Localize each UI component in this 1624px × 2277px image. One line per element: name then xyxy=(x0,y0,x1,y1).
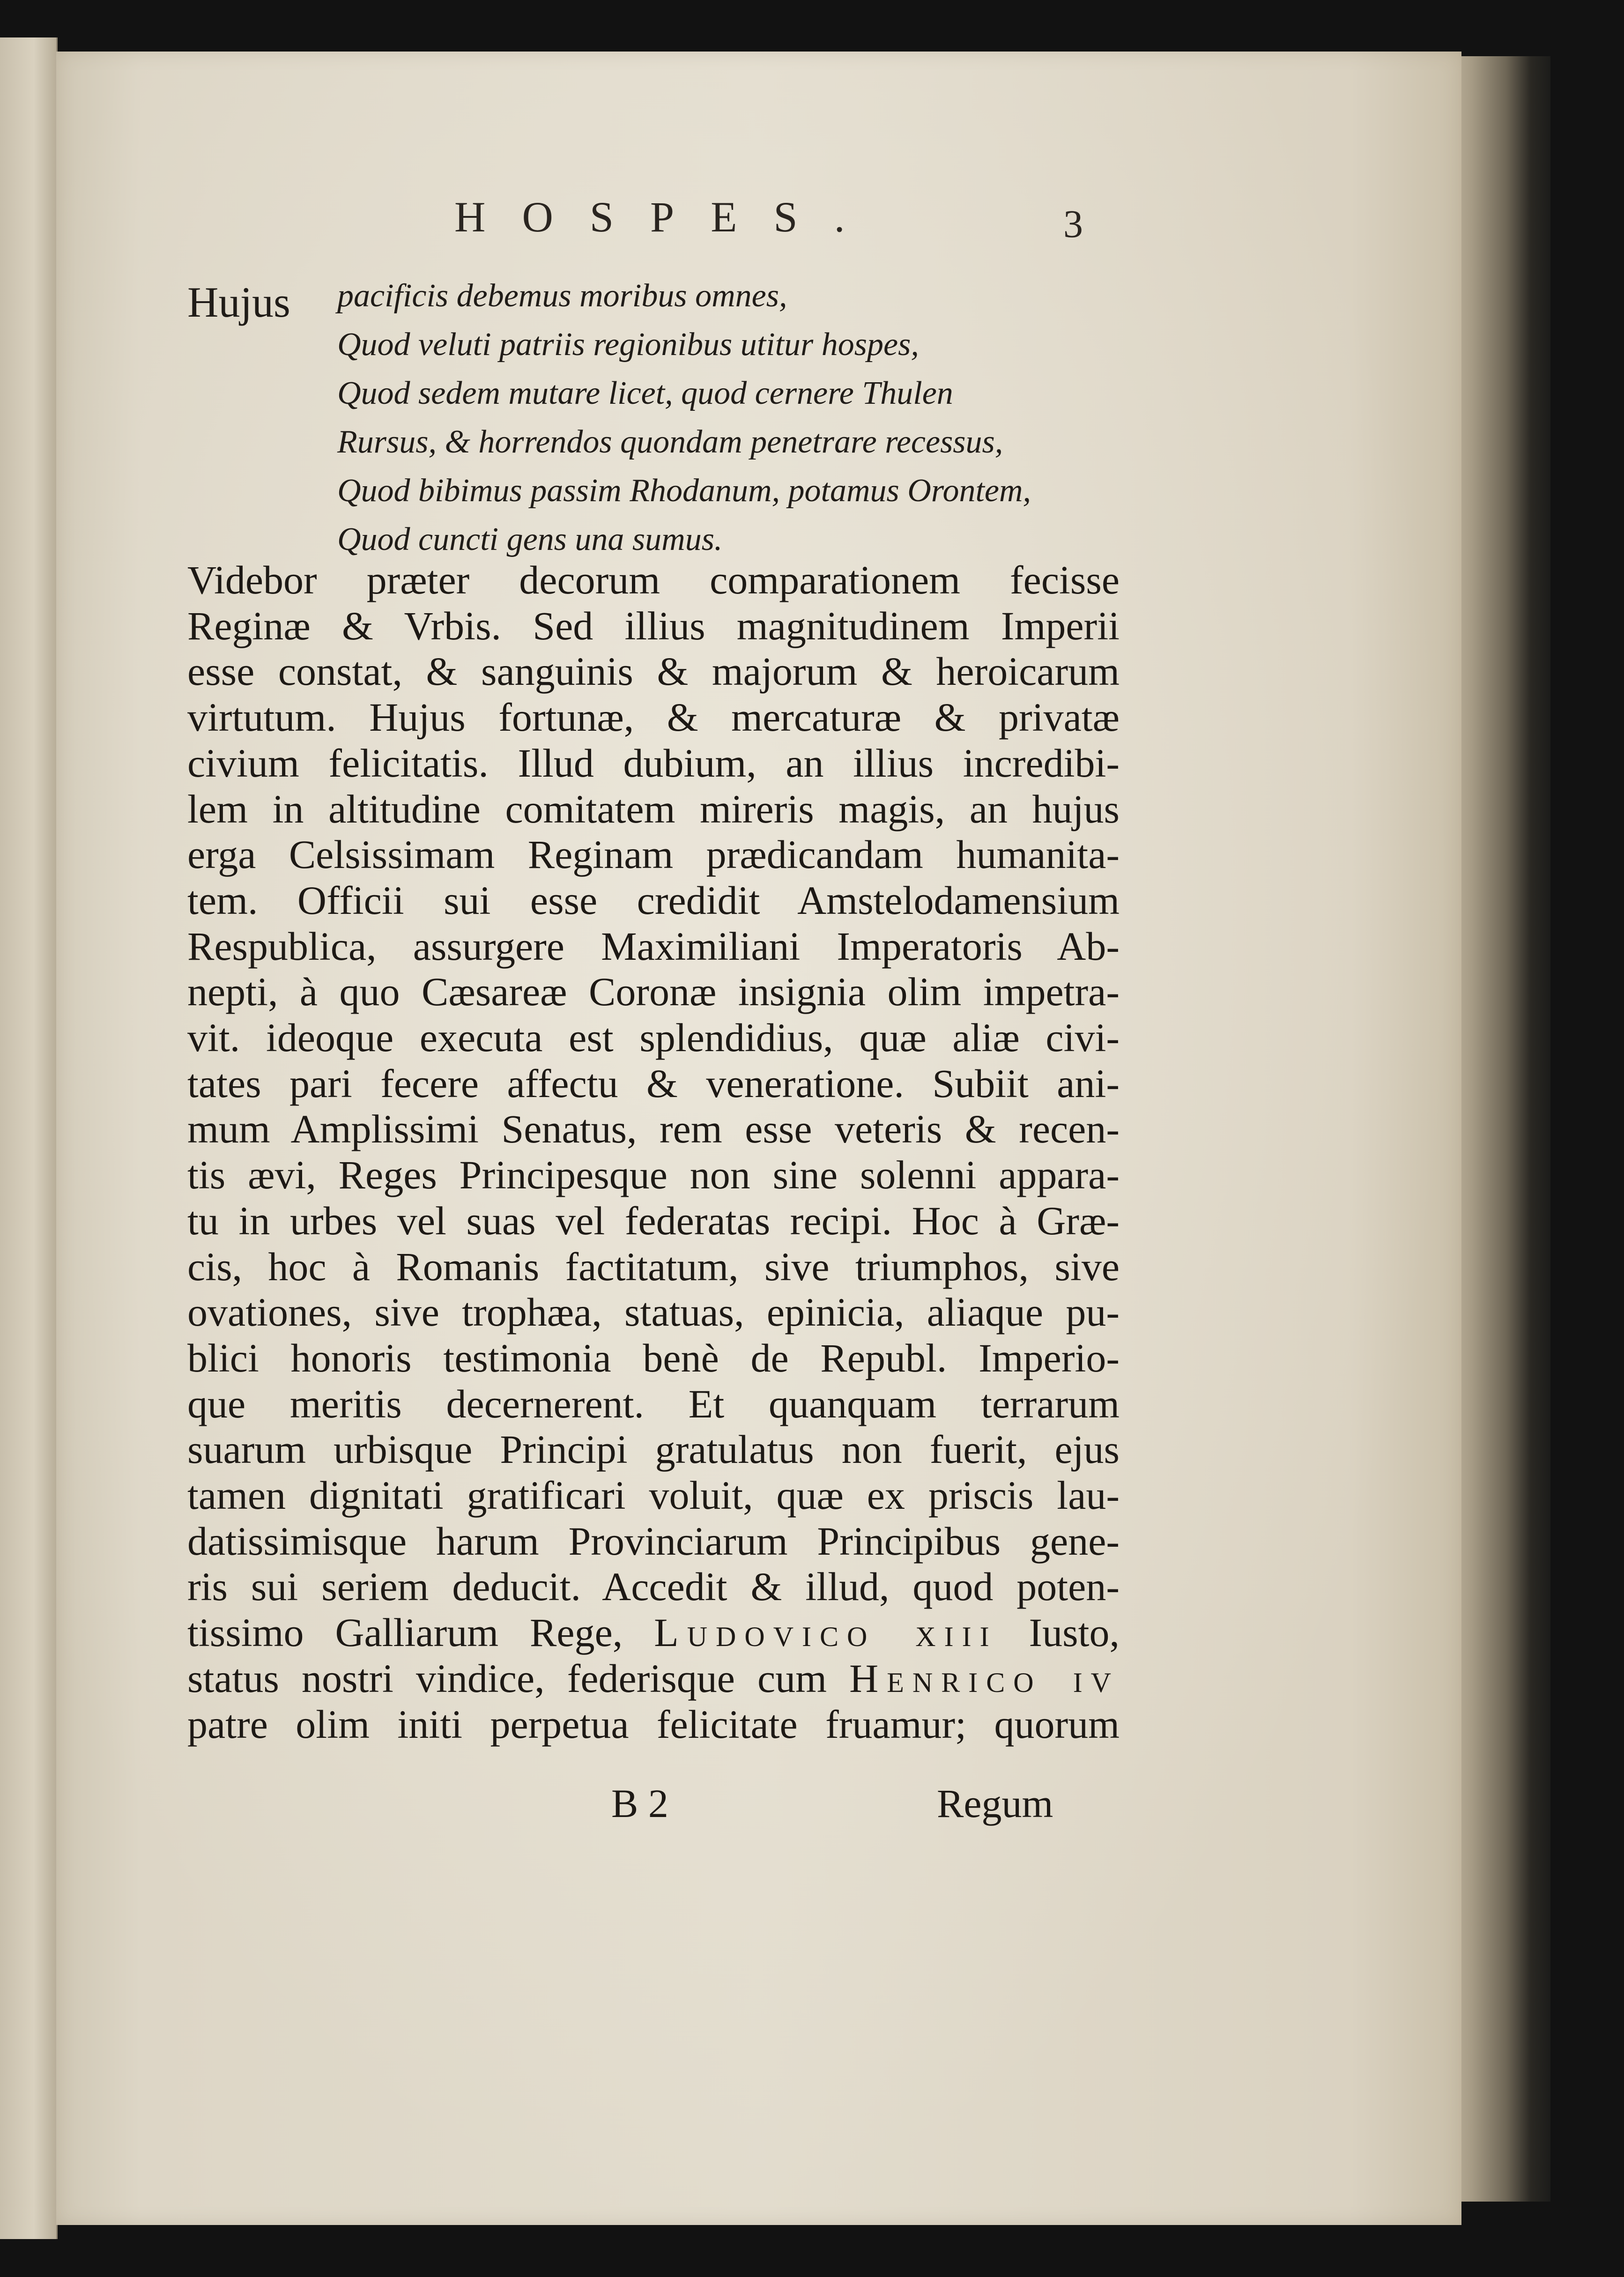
verse-line: Quod sedem mutare licet, quod cernere Thulen xyxy=(337,375,953,411)
prose-line: suarum urbisque Principi gratulatus non fuerit, ejus xyxy=(187,1427,1120,1472)
prose-line: Reginæ & Vrbis. Sed illius magnitudinem Imperii xyxy=(187,603,1120,648)
prose-line: blici honoris testimonia benè de Republ. Imperio- xyxy=(187,1335,1120,1380)
prose-fragment: status nostri vindice, federisque cum xyxy=(187,1655,827,1701)
book-page xyxy=(56,52,1461,2225)
signature-mark: B 2 xyxy=(611,1781,668,1826)
verse-line: Quod bibimus passim Rhodanum, potamus Orontem, xyxy=(337,473,1031,509)
prose-line: vit. ideoque executa est splendidius, quæ aliæ civi- xyxy=(187,1015,1120,1061)
prose-line: tamen dignitati gratificari voluit, quæ ex priscis lau- xyxy=(187,1473,1120,1518)
prose-line: civium felicitatis. Illud dubium, an illius incredibi- xyxy=(187,740,1120,786)
prose-line: esse constat, & sanguinis & majorum & heroicarum xyxy=(187,649,1120,694)
prose-line-henrico xyxy=(187,1656,1120,1702)
catchword: Regum xyxy=(937,1781,1053,1826)
verse-block xyxy=(337,272,1110,564)
prose-line: Respublica, assurgere Maximiliani Imperatoris Ab- xyxy=(187,923,1120,969)
prose-line-ludovico xyxy=(187,1610,1120,1656)
prose-line: patre olim initi perpetua felicitate fruamur; quorum xyxy=(187,1701,1120,1747)
verse-line: Rursus, & horrendos quondam penetrare recessus, xyxy=(337,424,1003,460)
prose-line: Videbor præter decorum comparationem fecisse xyxy=(187,557,1120,602)
prose-line: ovationes, sive trophæa, statuas, epinicia, aliaque pu- xyxy=(187,1290,1120,1335)
prose-line: tem. Officii sui esse credidit Amstelodamensium xyxy=(187,877,1120,923)
verse-line: Quod cuncti gens una sumus. xyxy=(337,521,723,557)
running-head: HOSPES. xyxy=(454,193,882,241)
prose-line: lem in altitudine comitatem mireris magis, an hujus xyxy=(187,786,1120,831)
prose-fragment: Iusto, xyxy=(1029,1610,1120,1655)
prose-line: datissimisque harum Provinciarum Principibus gene- xyxy=(187,1518,1120,1564)
prose-block xyxy=(187,557,1120,1747)
prose-line: mum Amplissimi Senatus, rem esse veteris & recen- xyxy=(187,1106,1120,1152)
prose-line: tu in urbes vel suas vel federatas recipi. Hoc à Græ- xyxy=(187,1198,1120,1243)
verse-line: pacificis debemus moribus omnes, xyxy=(337,278,787,314)
previous-page-edge xyxy=(0,37,58,2239)
prose-line: nepti, à quo Cæsareæ Coronæ insignia olim impetra- xyxy=(187,969,1120,1015)
prose-line: tates pari fecere affectu & veneratione. Subiit ani- xyxy=(187,1061,1120,1106)
prose-line: ris sui seriem deducit. Accedit & illud, quod poten- xyxy=(187,1564,1120,1609)
prose-line: tis ævi, Reges Principesque non sine solenni appara- xyxy=(187,1152,1120,1198)
prose-line: que meritis decernerent. Et quanquam terrarum xyxy=(187,1381,1120,1426)
prose-fragment: tissimo Galliarum Rege, xyxy=(187,1610,623,1655)
book-binding-edge xyxy=(1452,56,1550,2202)
verse-line: Quod veluti patriis regionibus utitur hospes, xyxy=(337,326,919,363)
prose-line: erga Celsissimam Reginam prædicandam humanita- xyxy=(187,832,1120,877)
page-number: 3 xyxy=(1063,202,1083,246)
small-caps-name: Henrico iv xyxy=(849,1655,1120,1701)
verse-first-word: Hujus xyxy=(187,278,290,326)
prose-line: virtutum. Hujus fortunæ, & mercaturæ & privatæ xyxy=(187,695,1120,740)
prose-line: cis, hoc à Romanis factitatum, sive triumphos, sive xyxy=(187,1244,1120,1289)
small-caps-name: Ludovico xiii xyxy=(654,1610,998,1655)
